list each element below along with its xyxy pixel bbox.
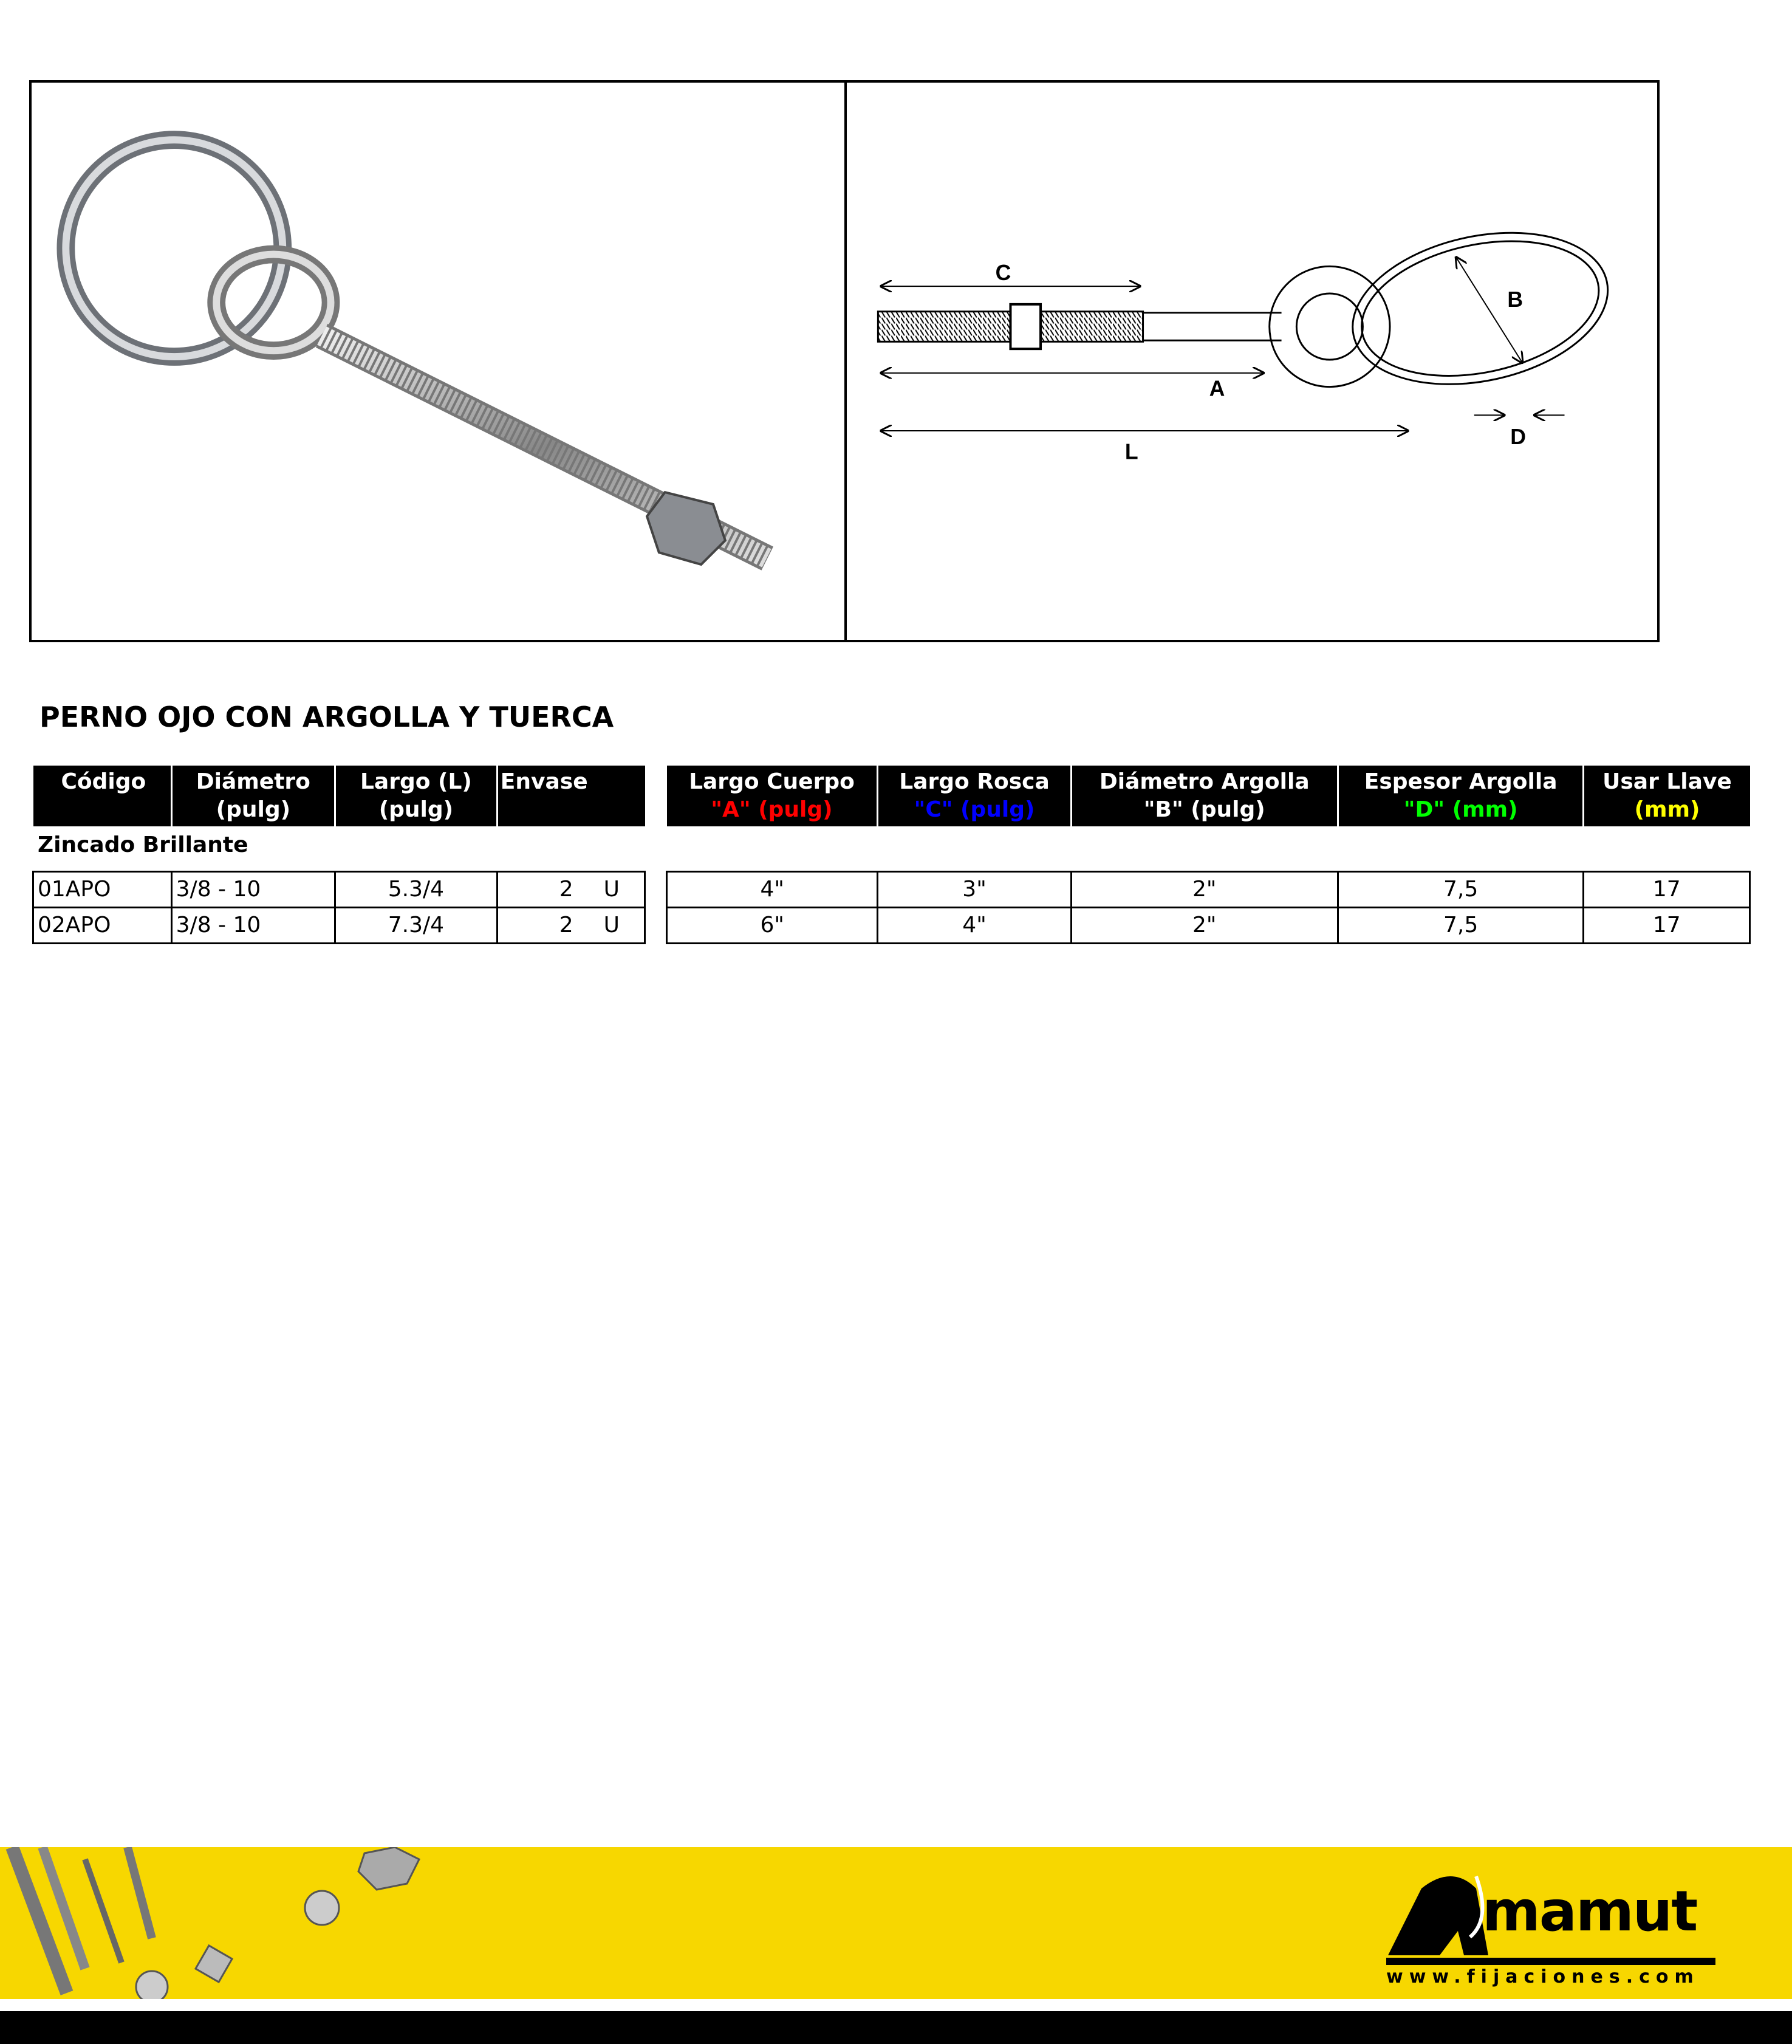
footer-bottom-bar xyxy=(0,2011,1792,2044)
label-a: A xyxy=(1209,376,1225,401)
table-header xyxy=(33,766,645,826)
dimension-diagram xyxy=(844,80,1660,642)
cell-envase: 2 U xyxy=(497,907,645,943)
table-header xyxy=(667,766,1750,826)
header-envase: Envase xyxy=(497,766,645,826)
header-largo-cuerpo: Largo Cuerpo "A" (pulg) xyxy=(667,766,878,826)
eye-bolt-photo xyxy=(32,83,844,640)
cell-diametro: 3/8 - 10 xyxy=(171,871,335,907)
cell-largo: 5.3/4 xyxy=(335,871,498,907)
table-row xyxy=(33,871,645,907)
header-usar-llave: Usar Llave (mm) xyxy=(1584,766,1750,826)
header-diametro-argolla: Diámetro Argolla "B" (pulg) xyxy=(1071,766,1338,826)
cell-a: 6" xyxy=(667,907,878,943)
header-largo-rosca: Largo Rosca "C" (pulg) xyxy=(878,766,1071,826)
header-largo: Largo (L) (pulg) xyxy=(335,766,498,826)
cell-codigo: 02APO xyxy=(33,907,172,943)
cell-c: 4" xyxy=(878,907,1071,943)
product-photo xyxy=(29,80,847,642)
cell-llave: 17 xyxy=(1584,907,1750,943)
label-b: B xyxy=(1507,287,1524,312)
cell-a: 4" xyxy=(667,871,878,907)
cell-codigo: 01APO xyxy=(33,871,172,907)
table-row xyxy=(667,871,1750,907)
hardware-decoration xyxy=(0,1847,486,1999)
brand-name: mamut xyxy=(1482,1879,1697,1944)
brand-url[interactable]: www.fijaciones.com xyxy=(1386,1966,1700,1987)
eye-bolt-diagram xyxy=(847,83,1657,640)
cell-diametro: 3/8 - 10 xyxy=(171,907,335,943)
header-espesor-argolla: Espesor Argolla "D" (mm) xyxy=(1338,766,1584,826)
cell-b: 2" xyxy=(1071,907,1338,943)
label-d: D xyxy=(1510,424,1527,449)
cell-envase: 2 U xyxy=(497,871,645,907)
header-codigo: Código xyxy=(33,766,172,826)
cell-largo: 7.3/4 xyxy=(335,907,498,943)
label-l: L xyxy=(1124,439,1138,464)
logo-underline xyxy=(1386,1958,1715,1965)
cell-llave: 17 xyxy=(1584,871,1750,907)
cell-d: 7,5 xyxy=(1338,907,1584,943)
table-row xyxy=(667,907,1750,943)
cell-b: 2" xyxy=(1071,871,1338,907)
label-c: C xyxy=(995,261,1011,286)
cell-c: 3" xyxy=(878,871,1071,907)
page-title: PERNO OJO CON ARGOLLA Y TUERCA xyxy=(39,701,614,733)
header-diametro: Diámetro (pulg) xyxy=(171,766,335,826)
table-row xyxy=(33,907,645,943)
cell-d: 7,5 xyxy=(1338,871,1584,907)
product-table-right xyxy=(666,766,1751,944)
finish-label: Zincado Brillante xyxy=(38,832,248,857)
